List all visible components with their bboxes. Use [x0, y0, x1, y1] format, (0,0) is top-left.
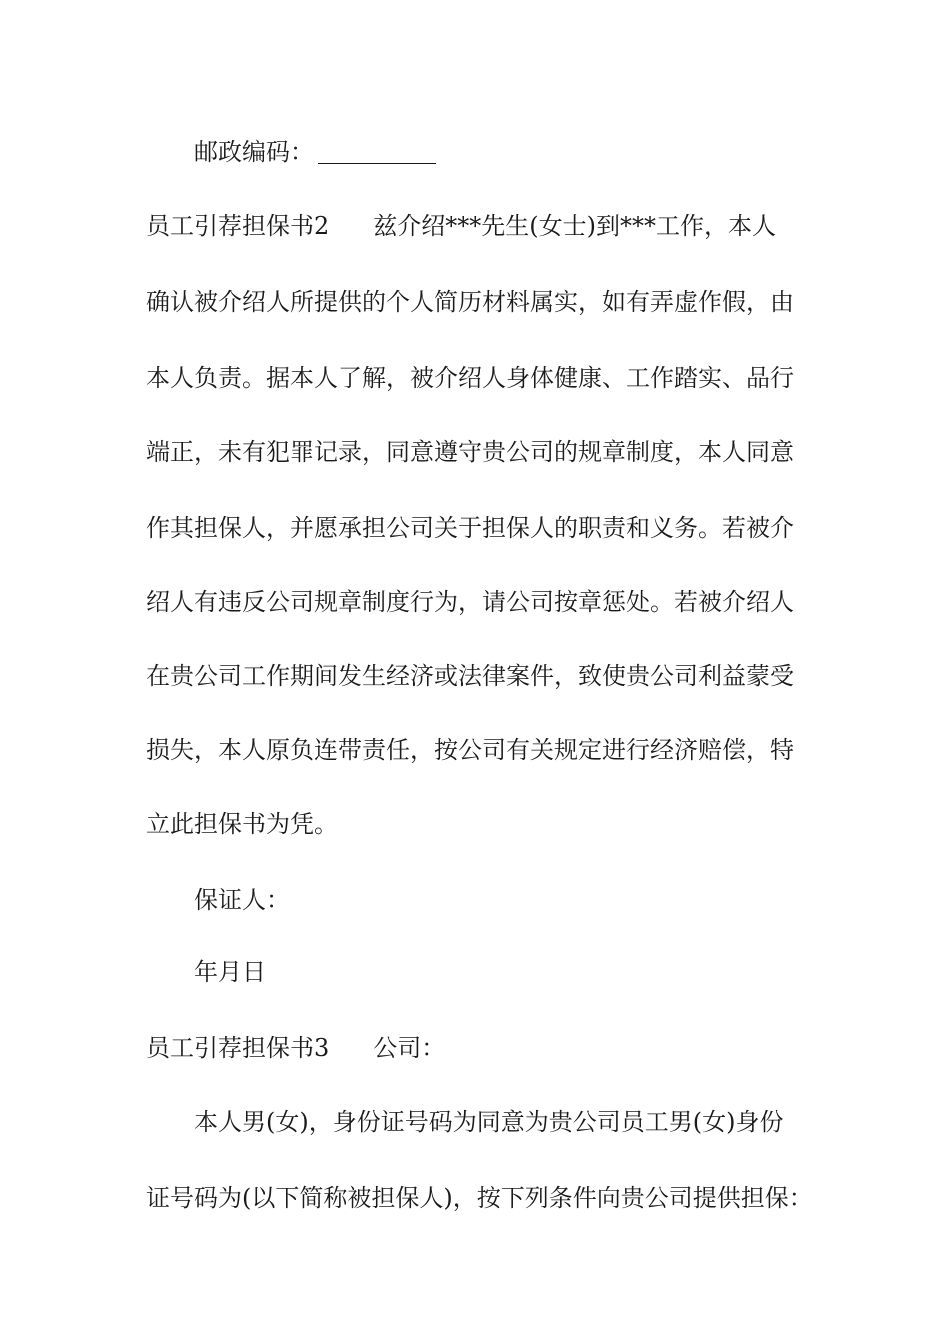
paragraph-line: 损失，本人原负连带责任，按公司有关规定进行经济赔偿，特 — [146, 736, 794, 764]
paragraph-line: 绍人有违反公司规章制度行为，请公司按章惩处。若被介绍人 — [146, 588, 794, 616]
section-3-first-line — [146, 1032, 816, 1064]
paragraph-line: 证号码为(以下简称被担保人)，按下列条件向贵公司提供担保： — [146, 1184, 813, 1212]
section-2-heading: 员工引荐担保书2 — [146, 212, 330, 240]
postal-code-label: 邮政编码： — [194, 138, 314, 166]
date-label: 年月日 — [194, 958, 266, 986]
postal-code-line — [194, 136, 816, 168]
section-3-heading: 员工引荐担保书3 — [146, 1034, 330, 1062]
paragraph-line: 在贵公司工作期间发生经济或法律案件，致使贵公司利益蒙受 — [146, 662, 794, 690]
paragraph-line: 作其担保人，并愿承担公司关于担保人的职责和义务。若被介 — [146, 514, 794, 542]
paragraph-line: 端正，未有犯罪记录，同意遵守贵公司的规章制度，本人同意 — [146, 438, 794, 466]
paragraph-line: 确认被介绍人所提供的个人简历材料属实，如有弄虚作假，由 — [146, 288, 794, 316]
paragraph-line: 本人男(女)，身份证号码为同意为贵公司员工男(女)身份 — [194, 1108, 784, 1136]
paragraph-line: 兹介绍***先生(女士)到***工作，本人 — [373, 212, 777, 240]
section-2-first-line — [146, 210, 816, 242]
paragraph-line: 立此担保书为凭。 — [146, 810, 338, 838]
guarantor-label: 保证人： — [194, 886, 290, 914]
addressee-label: 公司： — [373, 1034, 446, 1062]
paragraph-line: 本人负责。据本人了解，被介绍人身体健康、工作踏实、品行 — [146, 364, 794, 392]
postal-code-blank-field — [318, 139, 436, 164]
